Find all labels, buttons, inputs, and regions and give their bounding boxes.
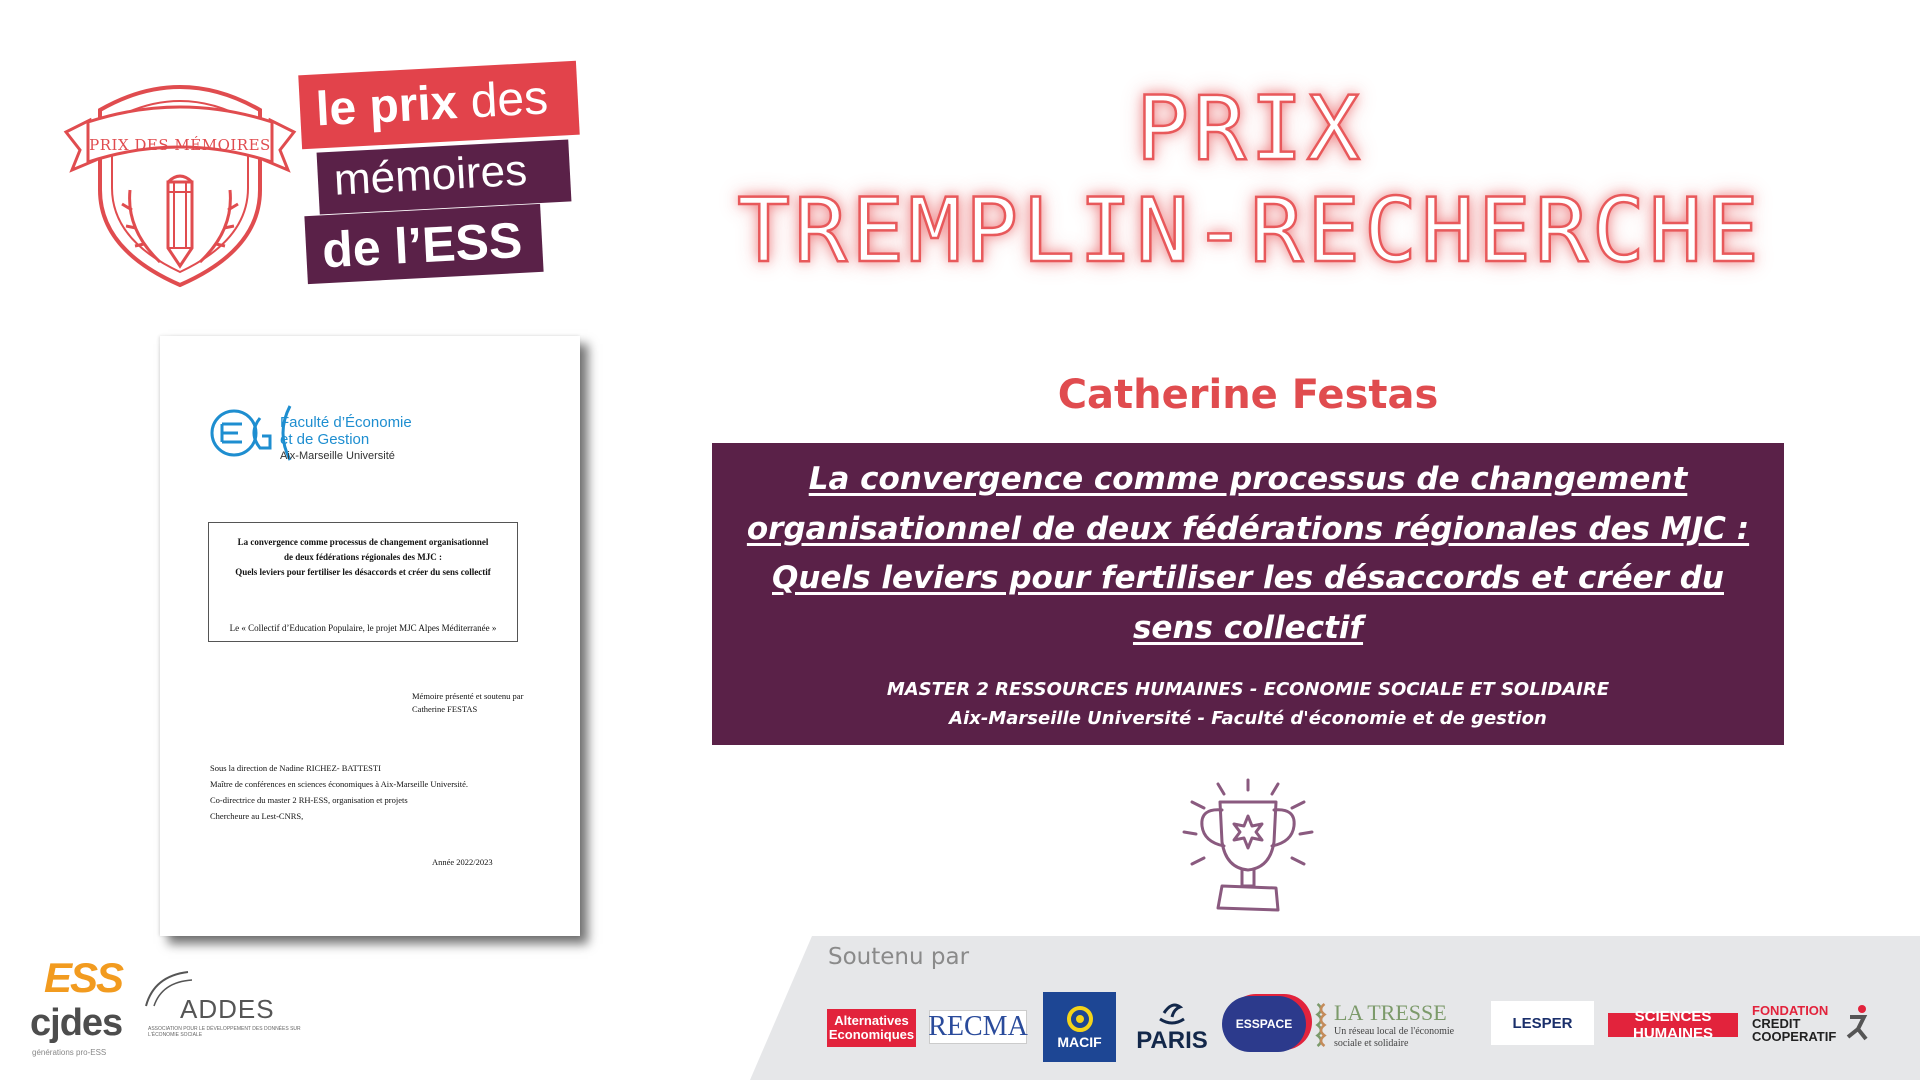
la-tresse-logo: LA TRESSE Un réseau local de l'économie sociale et solidaire <box>1314 996 1474 1054</box>
fondation-credit-cooperatif-logo: FONDATION CREDIT COOPERATIF <box>1752 1000 1892 1046</box>
macif-logo: MACIF <box>1043 992 1116 1062</box>
logo-banner-le-prix: le prix des <box>298 61 579 149</box>
page-title <box>700 78 1800 282</box>
thesis-degree: MASTER 2 RESSOURCES HUMAINES - ECONOMIE SOCIALE ET SOLIDAIRE Aix-Marseille Université - Faculté d'économie et de gestion <box>886 679 1610 729</box>
crest-pencil-icon <box>60 70 300 290</box>
alternatives-economiques-logo: Alternatives Economiques <box>827 1009 916 1047</box>
logo-banner-memoires: mémoires <box>317 139 572 214</box>
title-line-2: TREMPLIN-RECHERCHE <box>737 179 1763 282</box>
logo-banner-de-ess: de l’ESS <box>304 204 543 284</box>
cover-subtitle: Le « Collectif d’Education Populaire, le projet MJC Alpes Méditerranée » <box>229 623 497 633</box>
title-line-1: PRIX <box>1136 77 1364 180</box>
cover-title: La convergence comme processus de changement organisationnel de deux fédérations régionales des MJC : Quels leviers pour fertiliser les désaccords et créer du sens collectif <box>235 537 491 577</box>
thesis-title: La convergence comme processus de changement organisationnel de deux fédérations régionales des MJC : Quels leviers pour fertiliser les désaccords et créer du sens collectif <box>746 461 1750 646</box>
esspace-logo: ESSPACE <box>1222 996 1306 1052</box>
prix-memoires-logo <box>60 62 580 290</box>
addes-logo: ADDES ASSOCIATION POUR LE DÉVELOPPEMENT DES DONNÉES SUR L'ÉCONOMIE SOCIALE <box>140 968 300 1048</box>
thesis-cover-thumbnail <box>160 336 580 936</box>
svg-text:PRIX DES MÉMOIRES: PRIX DES MÉMOIRES <box>89 136 271 154</box>
trophy-icon <box>1178 776 1318 918</box>
faculty-university: Aix-Marseille Université <box>280 450 395 462</box>
tresse-braid-icon <box>1314 999 1328 1051</box>
paris-ship-icon <box>1152 997 1192 1027</box>
cover-supervision: Sous la direction de Nadine RICHEZ- BATTESTI Maître de conférences en sciences économiques à Aix-Marseille Université. Co-directrice du master 2 RH-ESS, organisation et projets Chercheure au Lest-CNRS, <box>210 763 468 821</box>
sciences-humaines-logo: SCIENCES HUMAINES <box>1608 1013 1738 1037</box>
recma-logo: RECMA <box>928 1011 1028 1042</box>
thesis-info-box <box>712 443 1784 745</box>
supporters-label: Soutenu par <box>828 944 970 970</box>
macif-swirl-icon <box>1063 1004 1097 1034</box>
cover-year: Année 2022/2023 <box>432 857 493 867</box>
author-name: Catherine Festas <box>1057 372 1439 418</box>
faculty-name: Faculté d’Économie et de Gestion <box>280 414 412 448</box>
cover-title-box <box>208 522 518 642</box>
cjdes-logo: ESS cjdes générations pro-ESS <box>30 954 123 1057</box>
runner-icon <box>1840 1003 1874 1043</box>
paris-logo: PARIS <box>1132 992 1212 1060</box>
lesper-logo: LESPER <box>1491 1001 1594 1045</box>
cover-presented-by: Mémoire présenté et soutenu par Catherine FESTAS <box>412 691 524 714</box>
